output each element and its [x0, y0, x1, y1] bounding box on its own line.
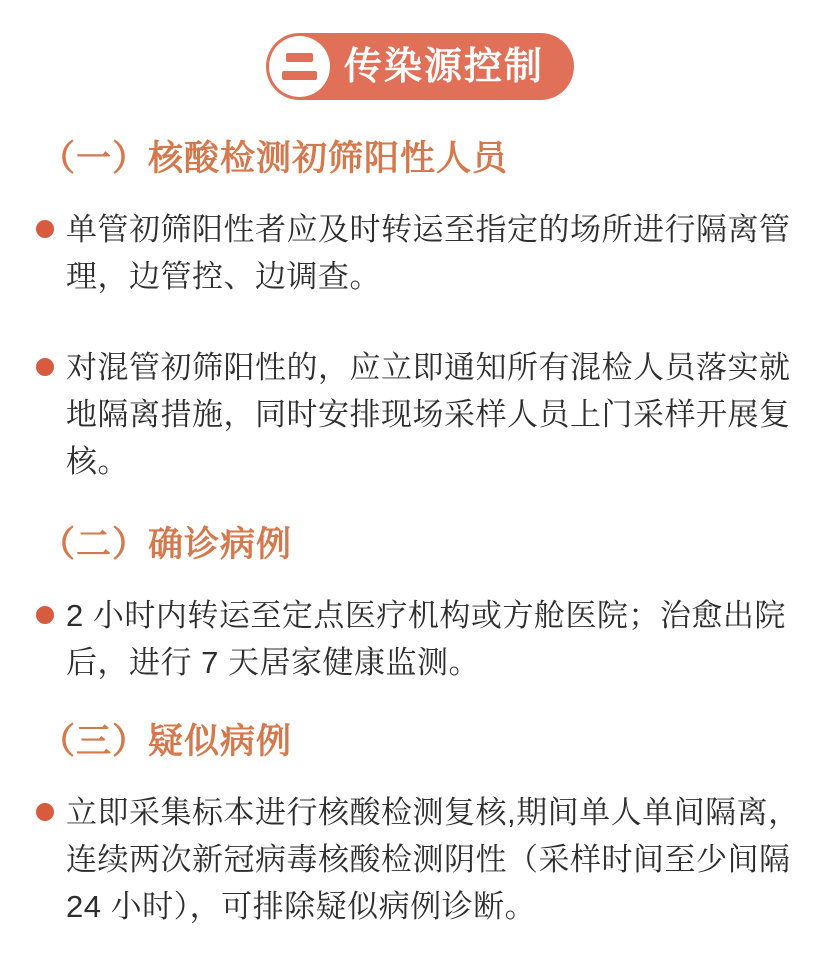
bullet-dot-icon	[36, 803, 54, 821]
bullet-dot-icon	[36, 358, 54, 376]
number-two-icon	[269, 36, 330, 97]
section-number-badge	[266, 33, 574, 100]
section-1-heading: （一）核酸检测初筛阳性人员	[40, 139, 509, 178]
bullet-text: 对混管初筛阳性的，应立即通知所有混检人员落实就地隔离措施，同时安排现场采样人员上门采样开展复核。	[66, 350, 791, 479]
header	[36, 33, 804, 100]
section-suspected-cases	[36, 721, 804, 930]
bullet-dot-icon	[36, 220, 54, 238]
number-two-bottom-stroke	[282, 71, 317, 80]
section-2-heading: （二）确诊病例	[40, 525, 293, 564]
list-item	[36, 789, 804, 930]
bullet-text: 2 小时内转运至定点医疗机构或方舱医院；治愈出院后，进行 7 天居家健康监测。	[66, 598, 786, 680]
section-positive-initial-screening	[36, 138, 804, 485]
list-item	[36, 344, 804, 485]
section-confirmed-cases	[36, 524, 804, 686]
section-3-heading: （三）疑似病例	[40, 722, 293, 761]
bullet-text: 单管初筛阳性者应及时转运至指定的场所进行隔离管理，边管控、边调查。	[66, 212, 791, 294]
list-item	[36, 206, 804, 300]
bullet-text: 立即采集标本进行核酸检测复核,期间单人单间隔离，连续两次新冠病毒核酸检测阴性（采样时间至少间隔 24 小时），可排除疑似病例诊断。	[66, 795, 800, 924]
bullet-dot-icon	[36, 606, 54, 624]
badge-title: 传染源控制	[343, 45, 544, 88]
list-item	[36, 592, 804, 686]
number-two-top-stroke	[286, 53, 313, 62]
